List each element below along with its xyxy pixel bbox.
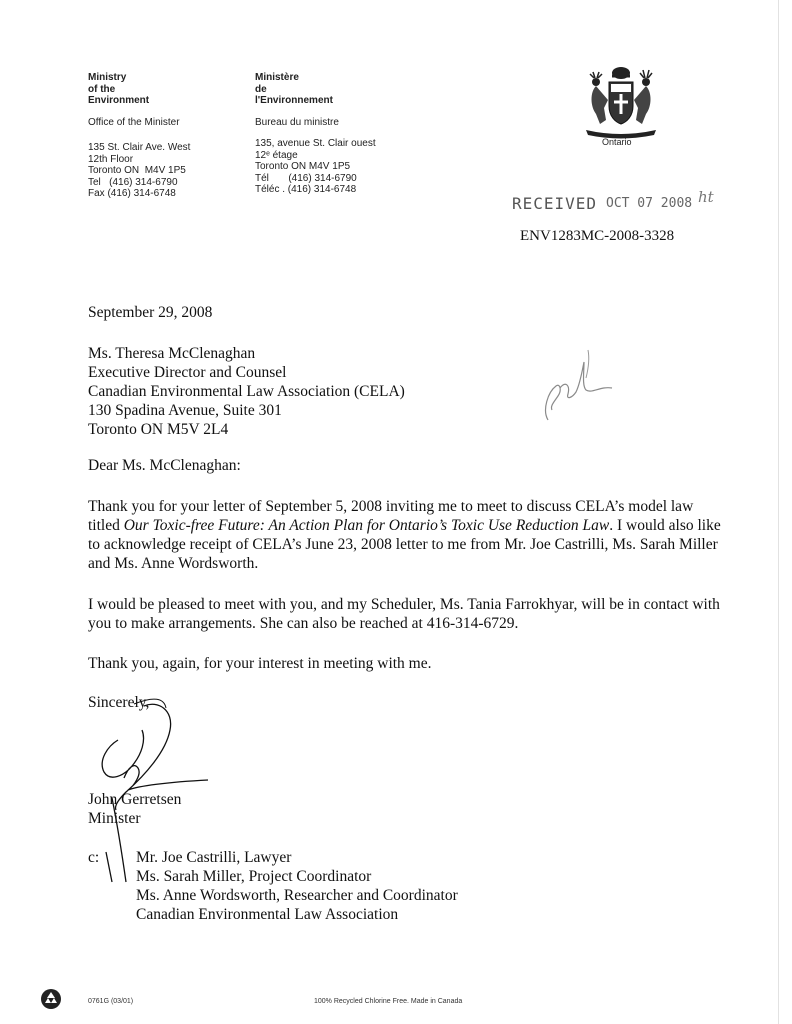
ontario-crest-icon bbox=[582, 64, 660, 146]
paragraph-3: Thank you, again, for your interest in meeting with me. bbox=[88, 655, 432, 672]
address-line: Toronto ON M4V 1P5 bbox=[255, 161, 351, 172]
address-line: 135 St. Clair Ave. West bbox=[88, 142, 191, 153]
address-line: 135, avenue St. Clair ouest bbox=[255, 138, 376, 149]
recycle-icon bbox=[40, 988, 62, 1010]
paragraph-1 bbox=[88, 497, 728, 573]
received-stamp-date: OCT 07 2008 bbox=[606, 196, 693, 211]
address-line: 12th Floor bbox=[88, 153, 134, 165]
page-edge-line bbox=[778, 0, 779, 1024]
ministry-name-line: Ministry bbox=[88, 72, 127, 83]
handwritten-initials-icon bbox=[530, 342, 630, 432]
letterhead-address-french bbox=[255, 138, 376, 196]
recipient-city: Toronto ON M5V 2L4 bbox=[88, 421, 229, 438]
letter-date: September 29, 2008 bbox=[88, 304, 213, 321]
cc-recipient: Mr. Joe Castrilli, Lawyer bbox=[136, 849, 292, 866]
address-line: Toronto ON M4V 1P5 bbox=[88, 165, 186, 176]
received-stamp: RECEIVED bbox=[512, 194, 598, 213]
signer-title: Minister bbox=[88, 810, 141, 827]
cc-label: c: bbox=[88, 849, 100, 866]
paragraph-2: I would be pleased to meet with you, and my Scheduler, Ms. Tania Farrokhyar, will be in contact with you to make arrangements. She can also be reached at 416-314-6729. bbox=[88, 596, 720, 632]
fax-line: Téléc . (416) 314-6748 bbox=[255, 184, 357, 195]
office-name: Bureau du ministre bbox=[255, 116, 339, 128]
ministry-name-line: of the bbox=[88, 83, 116, 95]
ministry-name-line: de bbox=[255, 83, 267, 95]
letterhead-address-english bbox=[88, 142, 190, 200]
phone-line: Tel (416) 314-6790 bbox=[88, 176, 178, 188]
received-stamp-initials: ht bbox=[698, 188, 714, 206]
recipient-address bbox=[88, 344, 405, 439]
salutation: Dear Ms. McClenaghan: bbox=[88, 457, 241, 474]
model-law-title: Our Toxic-free Future: An Action Plan for Ontario’s Toxic Use Reduction Law bbox=[123, 517, 610, 534]
address-line: 12ᵉ étage bbox=[255, 149, 298, 161]
paragraph-1-text-a: Thank you for your letter of September 5, 2008 inviting me to meet to discuss CELA’s model law titled bbox=[88, 498, 694, 534]
signer-name: John Gerretsen bbox=[88, 791, 182, 808]
recipient-name: Ms. Theresa McClenaghan bbox=[88, 345, 256, 362]
office-name: Office of the Minister bbox=[88, 116, 180, 128]
crest-caption: Ontario bbox=[602, 137, 632, 147]
cc-list bbox=[136, 848, 458, 924]
cc-organization: Canadian Environmental Law Association bbox=[136, 906, 399, 923]
recycled-notice: 100% Recycled Chlorine Free. Made in Canada bbox=[314, 998, 463, 1005]
fax-line: Fax (416) 314-6748 bbox=[88, 188, 176, 199]
reference-number: ENV1283MC-2008-3328 bbox=[520, 228, 675, 244]
closing: Sincerely, bbox=[88, 694, 150, 711]
ministry-name-line: Environment bbox=[88, 95, 150, 106]
cc-recipient: Ms. Anne Wordsworth, Researcher and Coordinator bbox=[136, 887, 458, 904]
ministry-name-line: l'Environnement bbox=[255, 95, 333, 106]
cc-recipient: Ms. Sarah Miller, Project Coordinator bbox=[136, 868, 372, 885]
recipient-organization: Canadian Environmental Law Association (CELA) bbox=[88, 383, 405, 400]
letterhead-french bbox=[255, 72, 376, 196]
ministry-name-line: Ministère bbox=[255, 72, 299, 83]
paragraph-1-text-b: . I would also like to acknowledge receipt of CELA’s June 23, 2008 letter to me from Mr. Joe Castrilli, Ms. Sarah Miller and Ms. Anne Wordsworth. bbox=[88, 517, 721, 572]
letterhead-english bbox=[88, 72, 190, 200]
recipient-title: Executive Director and Counsel bbox=[88, 364, 287, 381]
phone-line: Tél (416) 314-6790 bbox=[255, 172, 357, 184]
form-code: 0761G (03/01) bbox=[88, 998, 134, 1005]
recipient-street: 130 Spadina Avenue, Suite 301 bbox=[88, 402, 282, 419]
